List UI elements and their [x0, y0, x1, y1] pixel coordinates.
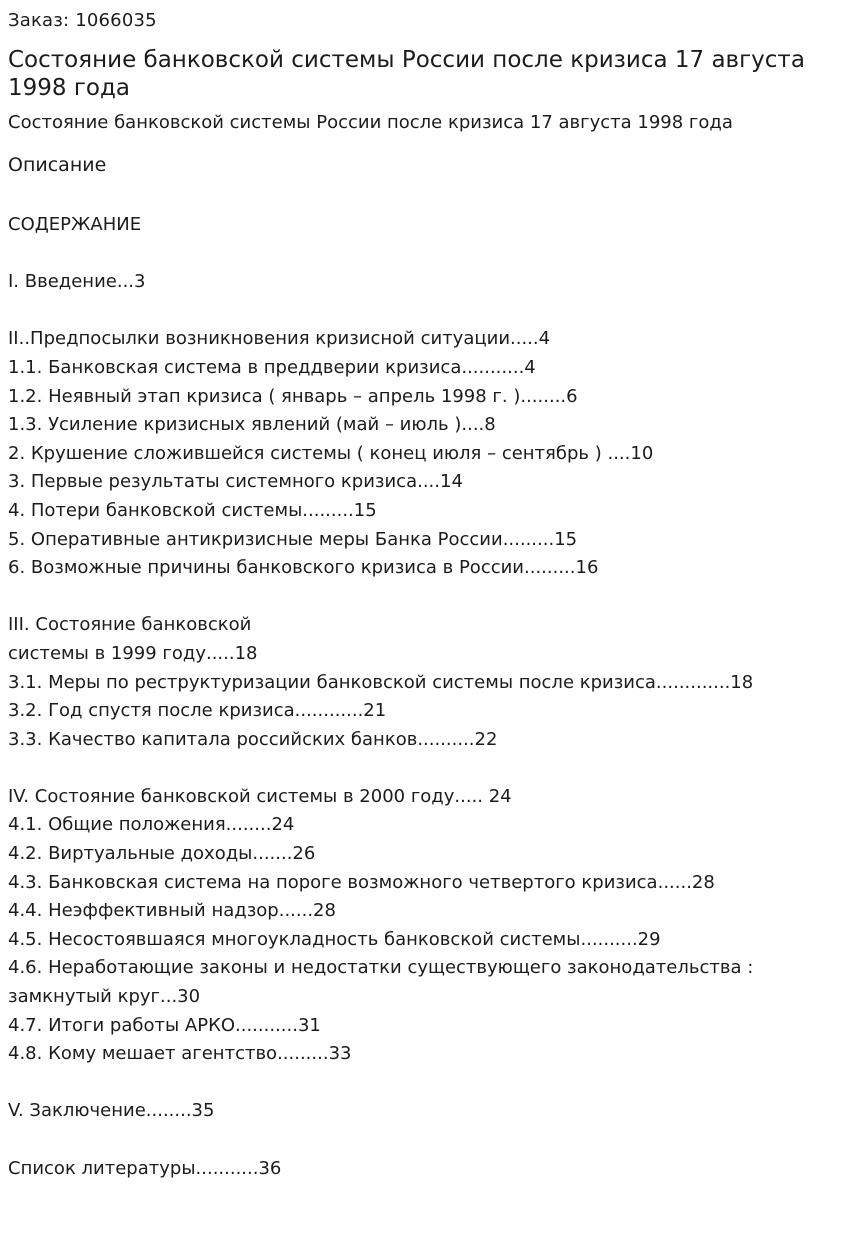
toc-line: 4.8. Кому мешает агентство.........33	[8, 1043, 352, 1065]
toc-line: 4.3. Банковская система на пороге возможного четвертого кризиса......28	[8, 871, 715, 893]
toc-line: I. Введение...3	[8, 271, 146, 293]
toc-line: 4.6. Неработающие законы и недостатки существующего законодательства :	[8, 957, 754, 979]
order-number: Заказ: 1066035	[8, 10, 157, 31]
toc-line: СОДЕРЖАНИЕ	[8, 214, 142, 235]
toc-spacer	[8, 240, 839, 269]
page-title: Состояние банковской системы России после кризиса 17 августа 1998 года	[8, 47, 805, 101]
toc-line: 4.1. Общие положения........24	[8, 814, 295, 836]
toc-spacer	[8, 1069, 839, 1098]
toc-line: V. Заключение........35	[8, 1100, 215, 1122]
toc-spacer	[8, 1126, 839, 1155]
toc-line: 5. Оперативные антикризисные меры Банка России.........15	[8, 528, 578, 550]
toc-line: 3.3. Качество капитала российских банков..........22	[8, 728, 498, 750]
toc-spacer	[8, 583, 839, 612]
toc-line: 4.7. Итоги работы АРКО...........31	[8, 1014, 321, 1036]
toc-line: 3.1. Меры по реструктуризации банковской системы после кризиса.............18	[8, 671, 754, 693]
toc-line: 1.2. Неявный этап кризиса ( январь – апрель 1998 г. )........6	[8, 385, 578, 407]
toc-line: II..Предпосылки возникновения кризисной ситуации.....4	[8, 328, 551, 350]
toc-line: 4. Потери банковской системы.........15	[8, 499, 377, 521]
toc-line: замкнутый круг...30	[8, 986, 201, 1008]
page-subtitle: Состояние банковской системы России после кризиса 17 августа 1998 года	[8, 112, 733, 133]
toc-line: 4.4. Неэффективный надзор......28	[8, 900, 336, 922]
toc-line: Список литературы...........36	[8, 1157, 282, 1179]
toc-line: 1.1. Банковская система в преддверии кризиса...........4	[8, 356, 536, 378]
toc-line: III. Состояние банковской	[8, 614, 252, 636]
toc-line: 6. Возможные причины банковского кризиса в России.........16	[8, 557, 599, 579]
toc-line: 3. Первые результаты системного кризиса....14	[8, 471, 463, 493]
toc-line: 1.3. Усиление кризисных явлений (май – июль )....8	[8, 414, 496, 436]
toc-line: 2. Крушение сложившейся системы ( конец июля – сентябрь ) ....10	[8, 442, 654, 464]
description-heading: Описание	[8, 154, 107, 176]
toc-spacer	[8, 754, 839, 783]
toc-line: IV. Состояние банковской системы в 2000 году..... 24	[8, 785, 512, 807]
toc-spacer	[8, 297, 839, 326]
table-of-contents	[8, 211, 839, 1183]
toc-line: 3.2. Год спустя после кризиса............21	[8, 700, 387, 722]
toc-line: 4.2. Виртуальные доходы.......26	[8, 843, 316, 865]
toc-line: 4.5. Несостоявшаяся многоукладность банковской системы..........29	[8, 928, 661, 950]
toc-line: системы в 1999 году.....18	[8, 642, 258, 664]
